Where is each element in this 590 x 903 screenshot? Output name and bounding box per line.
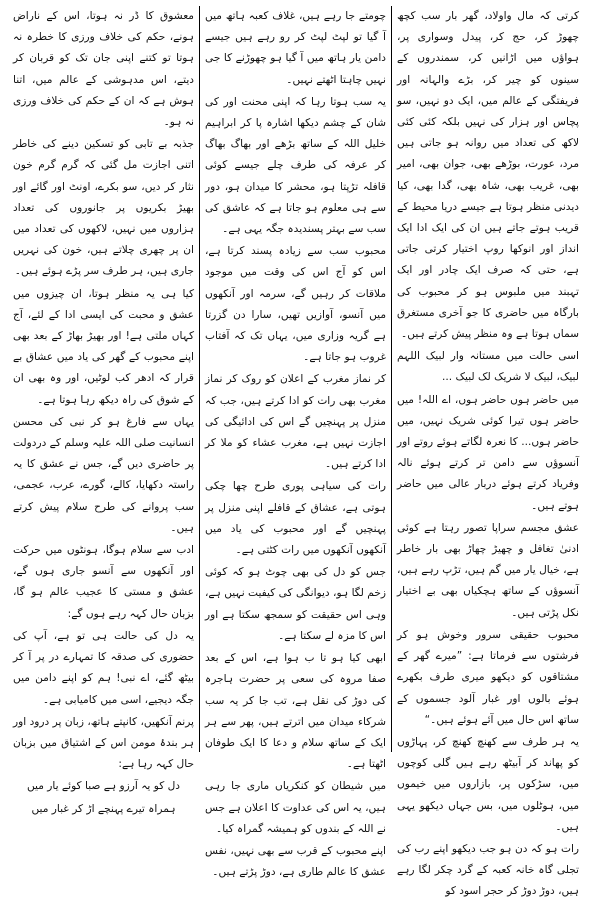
paragraph: کیا ہی یہ منظر ہوتا، ان چیزوں میں عشق و محبت کی ایسی ادا کے لئے، آج کہاں ملتی ہے! اور بھیڑ بھاڑ کے بعد بھی اپنے محبوب کے گھر کی یاد میں عشاق بے قرار کہ ادھر کب لوٹیں، اور وہ بھی ان کے شوق کی راہ دیکھ رہا ہوتا ہے۔ bbox=[13, 287, 194, 406]
paragraph: ابھی کیا ہو تا ب ہوا ہے، اس کے بعد صفا مروہ کی سعی پر حضرت ہاجرہ کی دوڑ کی نقل ہے، تب جا کر یہ سب شرکاء میدان میں اترتے ہیں، پھر سے ہر ایک کے ساتھ سلام و دعا کا ایک طوفان اٹھتا ہے۔ bbox=[205, 652, 386, 771]
paragraph: میں شیطان کو کنکریاں ماری جا رہی ہیں، یہ اس کی عداوت کا اعلان ہے جس نے اللہ کے بندوں کو ہمیشہ گمراہ کیا۔ bbox=[205, 780, 386, 835]
text-column-right bbox=[392, 6, 584, 898]
paragraph: یہ سب ہوتا رہا کہ اپنی محنت اور کی شان کے چشم دیکھا اشارہ پا کر ابراہیم خلیل اللہ کے ساتھ بڑھے اور بھاگ بھاگ کر عرفہ کی طرف چلے جیسے کوئی قافلہ تڑپتا ہو، محشر کا میدان ہو، دور سے ہی معلوم ہو جاتا ہے کہ عاشق کی سب سے بہتر پسندیدہ جگہ یہی ہے۔ bbox=[205, 95, 386, 236]
paragraph: محبوب سب سے زیادہ پسند کرتا ہے، اس کو آج اس کی وقت میں موجود ملاقات کر رہیں گے، سرمہ اور آنکھوں میں آنسو، آوازیں تھیں، سارا دن گزرتا ہے گریہ وزاری میں، یہاں تک کہ آفتاب غروب ہو جاتا ہے۔ bbox=[205, 245, 386, 364]
paragraph: پرنم آنکھیں، کانپتے ہاتھ، زبان پر درود اور ہر بندۂ مومن اس کے اشتیاق میں بزبان حال کہہ رہا ہے: bbox=[13, 715, 194, 771]
paragraph: میں حاضر ہوں حاضر ہوں، اے اللہ! میں حاضر ہوں تیرا کوئی شریک نہیں، میں حاضر ہوں... کا نعرہ لگاتے ہوئے روتے اور آنسوؤں سے دامن تر کرتے ہوئے نالہ وفریاد کرتے ہوئے دربار عالی میں حاضر ہوتے ہیں۔ bbox=[397, 393, 579, 512]
poetry-verse: دل کو یہ آرزو ہے صبا کوئے یار میں bbox=[26, 780, 181, 793]
paragraph: کرتی کہ مال واولاد، گھر بار سب کچھ چھوڑ کر، حج کر، پیدل وسواری پر، ہواؤں میں اڑانیں کر، سمندروں کے سینوں کو چیر کر، بڑے والہانہ اور فریفتگی کے عالم میں، ایک دو نہیں، سو پچاس اور ہزار کی نہیں بلکہ کئی کئی لاکھ کی تعداد میں روانہ ہو جاتی ہیں مرد، عورت، بوڑھے بھی، جوان بھی، امیر بھی، غریب بھی، شاہ بھی، گدا بھی، کیا دیدنی منظر ہوتا ہے جیسے دریا محیط کے قریب ہوتے جاتے ہیں ان کی ایک ادا ایک انداز اور انوکھا روپ اختیار کرتی جاتی ہے، حتی کہ صرف ایک چادر اور ایک تہبند میں ملبوس ہو کر محبوب کی بارگاہ میں حاضری کا جو آخری مستغرق سماں ہوتا ہے وہ منظر پیش کرتے ہیں۔ bbox=[397, 10, 579, 341]
paragraph: یہاں سے فارغ ہو کر نبی کی محسن انسانیت صلی اللہ علیہ وسلم کے دردولت پر حاضری دیں گے، جس نے عشق کا یہ راستہ دکھایا، کالے، گورے، عرب، عجمی، سب پروانے کی طرح سلام پیش کرتے ہیں۔ bbox=[13, 415, 194, 534]
paragraph: جس کو دل کی بھی چوٹ ہو کہ کوئی زخم لگا ہو، دیوانگی کی کیفیت نہیں ہے، وہی اس حقیقت کو سمجھ سکتا ہے اور اس کا مزہ لے سکتا ہے۔ bbox=[205, 566, 386, 642]
poetry-verse: ہمراہ تیرے پہنچے اڑ کر غبار میں bbox=[31, 802, 176, 815]
paragraph: اسی حالت میں مستانہ وار لبیک اللہم لبیک، لبیک لا شریک لک لبیک ... bbox=[397, 350, 579, 384]
paragraph: محبوب حقیقی سرور وخوش ہو کر فرشتوں سے فرماتا ہے: ”میرے گھر کے مشتاقوں کو دیکھو میری طرف بکھرے ہوئے بالوں اور غبار آلود جسموں کے ساتھ اس حال میں آئے ہوئے ہیں۔“ bbox=[397, 628, 579, 726]
paragraph: معشوق کا ڈر نہ ہوتا، اس کے ناراض ہونے، حکم کی خلاف ورزی کا خطرہ نہ ہوتا تو کتنے اپنی جان تک کو قربان کر دیتے، اس مدہوشی کے عالم میں، اتنا ہوش ہے کہ ان کے حکم کی خلاف ورزی نہ ہو۔ bbox=[13, 10, 194, 129]
text-column-left bbox=[8, 6, 200, 815]
paragraph: چومتے جا رہے ہیں، غلاف کعبہ ہاتھ میں آ گیا تو لپٹ لپٹ کر رو رہے ہیں جیسے دامن یار ہاتھ میں آ گیا ہو چھوڑنے کا جی نہیں چاہتا اٹھتے نہیں۔ bbox=[205, 10, 386, 86]
paragraph: رات کی سیاہی پوری طرح چھا چکی ہوتی ہے، عشاق کے قافلے اپنی منزل پر پہنچیں گے اور محبوب کی یاد میں آنکھوں آنکھوں میں رات کٹتی ہے۔ bbox=[205, 480, 386, 557]
paragraph: کر نماز مغرب کے اعلان کو روک کر نماز مغرب بھی رات کو ادا کرتے ہیں، جب کہ منزل پر پہنچیں گے اس کی ادائیگی کی اجازت نہیں ہے، مغرب عشاء کو ملا کر ادا کرتے ہیں۔ bbox=[205, 373, 386, 471]
paragraph: یہ ہر طرف سے کھنچ کھنچ کر، پہاڑوں کو پھاند کر آبیٹھ رہے ہیں گلی کوچوں میں، سڑکوں پر، بازاروں میں خیموں میں، ہوٹلوں میں، بس جہاں دیکھو یہی ہیں۔ bbox=[397, 735, 579, 833]
text-column-middle bbox=[200, 6, 392, 879]
paragraph: جذبہ بے تابی کو تسکین دینے کی خاطر اتنی اجازت مل گئی کہ گرم گرم خون نثار کر دیں، سو بکرے، اونٹ اور گائے اور بھیڑ بکریوں پر جانوروں کی تعداد ہزاروں میں نہیں، لاکھوں کی تعداد میں ان پر چھری چلاتے ہیں، خون کی نہریں جاری ہیں، ہر طرف سر پڑے ہوئے ہیں۔ bbox=[13, 138, 194, 278]
paragraph: اپنے محبوب کے قرب سے بھی نہیں، نفس عشق کا عالم طاری ہے، دوڑ پڑتے ہیں۔ bbox=[205, 844, 386, 879]
paragraph: یہ دل کی حالت ہی تو ہے، آپ کی حضوری کی صدقہ کا تمہارے در پر آ کر بیٹھ گئے، اے نبی! ہم کو اپنے دامن میں جگہ دیجیے، اسی میں کامیابی ہے۔ bbox=[13, 629, 194, 706]
paragraph: ادب سے سلام ہوگا، ہونٹوں میں حرکت اور آنکھوں سے آنسو جاری ہوں گے، عشق و مستی کا عجیب عالم ہو گا، بزبان حال کہہ رہے ہوں گے: bbox=[13, 544, 194, 620]
urdu-article-page bbox=[6, 6, 584, 898]
paragraph: رات ہو کہ دن ہو جب دیکھو اپنے رب کی تجلی گاہ خانہ کعبہ کے گرد چکر لگا رہے ہیں، دوڑ دوڑ کر حجر اسود کو bbox=[397, 842, 579, 898]
paragraph: عشق مجسم سراپا تصور رہتا ہے کوئی ادنیٰ تغافل و چھیڑ چھاڑ بھی بار خاطر ہے، خیال یار میں گم ہیں، تڑپ رہے ہیں، آنسوؤں کے ساتھ ہچکیاں بھی بے اختیار نکل پڑتی ہیں۔ bbox=[397, 521, 579, 619]
